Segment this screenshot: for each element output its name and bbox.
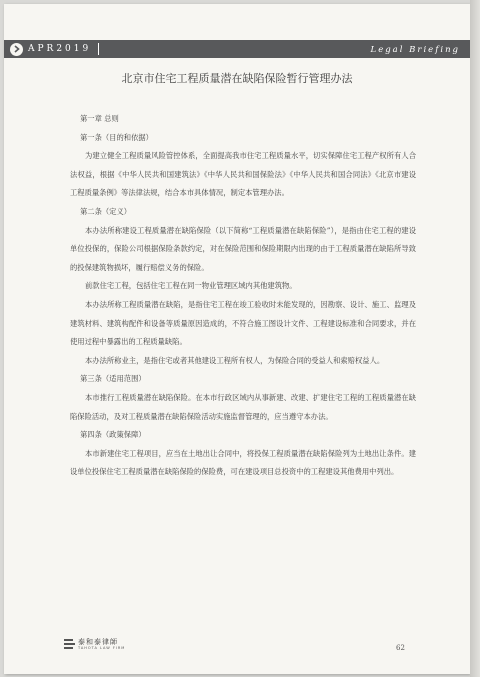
firm-name-en: TAHOTA LAW FIRM xyxy=(78,646,126,650)
header-date-group xyxy=(10,42,99,56)
body-paragraph: 本办法所称工程质量潜在缺陷，是指住宅工程在竣工验收时未能发现的，因勘察、设计、施工、监理及建筑材料、建筑构配件和设备等质量原因造成的，不符合施工图设计文件、工程建设标准和合同要求，并在使用过程中暴露出的工程质量缺陷。 xyxy=(70,299,416,347)
section-heading: 第一条（目的和依据） xyxy=(80,132,153,142)
firm-logo xyxy=(64,638,125,650)
body-paragraph: 本市新建住宅工程项目，应当在土地出让合同中，将投保工程质量潜在缺陷保险列为土地出让条件。建设单位投保住宅工程质量潜在缺陷保险的保险费，可在建设项目总投资中的工程建设其他费用中列出。 xyxy=(70,448,416,477)
section-heading: 第二条（定义） xyxy=(80,206,132,216)
body-paragraph: 本办法所称建设工程质量潜在缺陷保险（以下简称“工程质量潜在缺陷保险”），是指由住宅工程的建设单位投保的，保险公司根据保险条款约定，对在保险范围和保险期限内出现的由于工程质量潜在缺陷所导致的投保建筑物损坏，履行赔偿义务的保险。 xyxy=(70,225,416,272)
issue-date: APR2019 xyxy=(28,44,92,54)
page-number: 62 xyxy=(396,644,405,652)
chevron-right-icon xyxy=(10,43,23,56)
body-paragraph: 为建立健全工程质量风险管控体系，全面提高我市住宅工程质量水平，切实保障住宅工程产权所有人合法权益，根据《中华人民共和国建筑法》《中华人民共和国保险法》《中华人民共和国合同法》《北京市建设工程质量条例》等法律法规，结合本市具体情况，制定本管理办法。 xyxy=(70,151,416,198)
header-divider xyxy=(98,43,99,55)
document-page xyxy=(4,4,470,674)
section-heading: 第三条（适用范围） xyxy=(80,374,146,384)
next-page-edge xyxy=(470,0,480,677)
section-heading: 第一章 总则 xyxy=(80,114,119,123)
firm-name: 泰和泰律師 xyxy=(78,638,118,646)
body-paragraph: 本市推行工程质量潜在缺陷保险。在本市行政区域内从事新建、改建、扩建住宅工程的工程质量潜在缺陷保险活动，及对工程质量潜在缺陷保险活动实施监督管理的，应当遵守本办法。 xyxy=(70,392,416,421)
document-title: 北京市住宅工程质量潜在缺陷保险暂行管理办法 xyxy=(121,72,353,85)
body-paragraph: 本办法所称业主，是指住宅或者其他建设工程所有权人，为保险合同的受益人和索赔权益人。 xyxy=(85,355,385,365)
section-label: Legal Briefing xyxy=(370,45,460,55)
body-paragraph: 前款住宅工程，包括住宅工程在同一物业管理区域内其他建筑物。 xyxy=(85,281,297,291)
document-body xyxy=(70,110,416,482)
firm-logo-icon xyxy=(64,639,75,649)
section-heading: 第四条（政策保障） xyxy=(80,430,146,440)
